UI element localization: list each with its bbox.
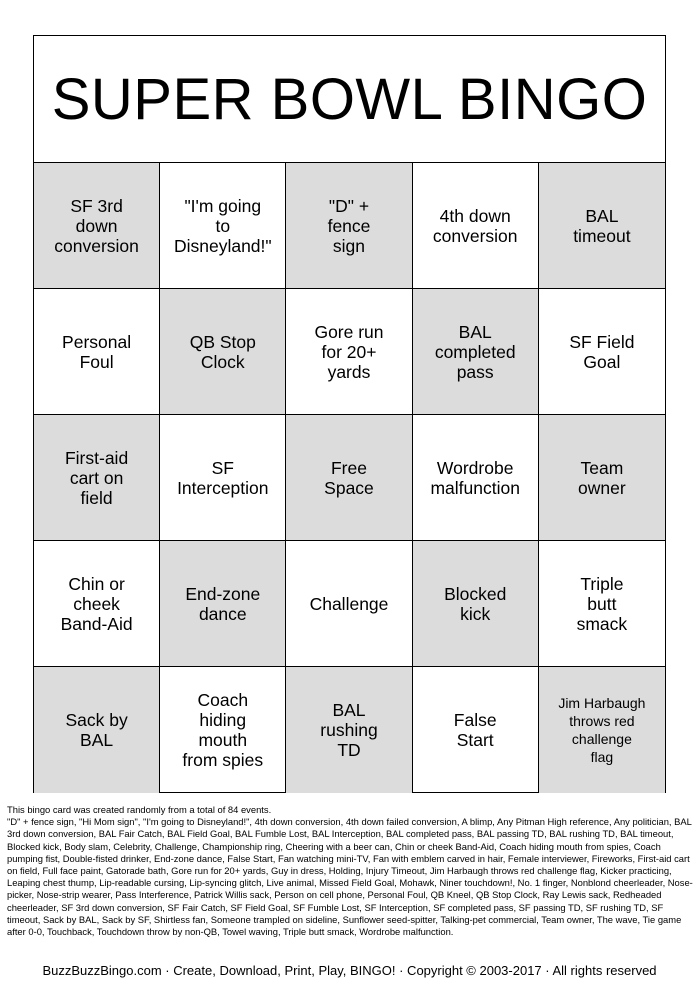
bingo-cell: Wordrobe malfunction <box>413 415 539 541</box>
bingo-card <box>33 35 666 793</box>
bingo-cell: Team owner <box>539 415 665 541</box>
bingo-grid <box>34 163 665 793</box>
bingo-cell: QB Stop Clock <box>160 289 286 415</box>
bingo-cell: Gore run for 20+ yards <box>286 289 412 415</box>
bingo-cell: Challenge <box>286 541 412 667</box>
bingo-cell: Sack by BAL <box>34 667 160 793</box>
bingo-cell: Chin or cheek Band-Aid <box>34 541 160 667</box>
footer-copyright: BuzzBuzzBingo.com · Create, Download, Print, Play, BINGO! · Copyright © 2003-2017 · All rights reserved <box>42 963 657 978</box>
bingo-cell: Jim Harbaugh throws red challenge flag <box>539 667 665 793</box>
events-note: This bingo card was created randomly from a total of 84 events. "D" + fence sign, "Hi Mom sign", "I'm going to Disneyland!", 4th down conversion, 4th down failed conversion, A blimp, Any Pitman High reference, Any politician, BAL 3rd down conversion, BAL Fair Catch, BAL Field Goal, BAL Fumble Lost, BAL Interception, BAL completed pass, BAL passing TD, BAL rushing TD, BAL timeout, Blocked kick, Body slam, Celebrity, Challenge, Championship ring, Cheering with a beer can, Chin or cheek Band-Aid, Coach hiding mouth from spies, Coach pumping fist, Double-fisted drinker, End-zone dance, False Start, Fan watching mini-TV, Fan with emblem carved in hair, Female interviewer, Fireworks, First-aid cart on field, Full face paint, Gatorade bath, Gore run for 20+ yards, Guy in dress, Holding, Injury Timeout, Jim Harbaugh throws red challenge flag, Kicker practicing, Leaping chest thump, Lip-readable cursing, Lip-syncing glitch, Live animal, Missed Field Goal, Mohawk, Niner touchdown!, No. 1 finger, Nonblond cheerleader, Nose-picker, Nose-strip wearer, Pass Interference, Patrick Willis sack, Person on cell phone, Personal Foul, QB Kneel, QB Stop Clock, Ray Lewis sack, Redheaded cheerleader, SF 3rd down conversion, SF Fair Catch, SF Field Goal, SF Fumble Lost, SF Interception, SF completed pass, SF passing TD, SF rushing TD, SF timeout, Sack by BAL, Sack by SF, Shirtless fan, Someone trampled on sideline, Sunflower seed-spitter, Talking-pet commercial, Team owner, The wave, Tie game after 0-0, Touchback, Touchdown throw by non-QB, Towel waving, Triple butt smack, Wordrobe malfunction. <box>7 804 693 938</box>
bingo-cell: BAL timeout <box>539 163 665 289</box>
card-title: SUPER BOWL BINGO <box>34 36 665 163</box>
bingo-cell: Personal Foul <box>34 289 160 415</box>
bingo-cell: 4th down conversion <box>413 163 539 289</box>
bingo-cell: Free Space <box>286 415 412 541</box>
bingo-cell: SF 3rd down conversion <box>34 163 160 289</box>
bingo-cell: False Start <box>413 667 539 793</box>
bingo-cell: Blocked kick <box>413 541 539 667</box>
bingo-cell: SF Field Goal <box>539 289 665 415</box>
bingo-cell: BAL rushing TD <box>286 667 412 793</box>
bingo-cell: BAL completed pass <box>413 289 539 415</box>
bingo-cell: End-zone dance <box>160 541 286 667</box>
bingo-cell: Coach hiding mouth from spies <box>160 667 286 793</box>
bingo-cell: Triple butt smack <box>539 541 665 667</box>
bingo-cell: First-aid cart on field <box>34 415 160 541</box>
bingo-cell: "D" + fence sign <box>286 163 412 289</box>
bingo-cell: "I'm going to Disneyland!" <box>160 163 286 289</box>
bingo-cell: SF Interception <box>160 415 286 541</box>
